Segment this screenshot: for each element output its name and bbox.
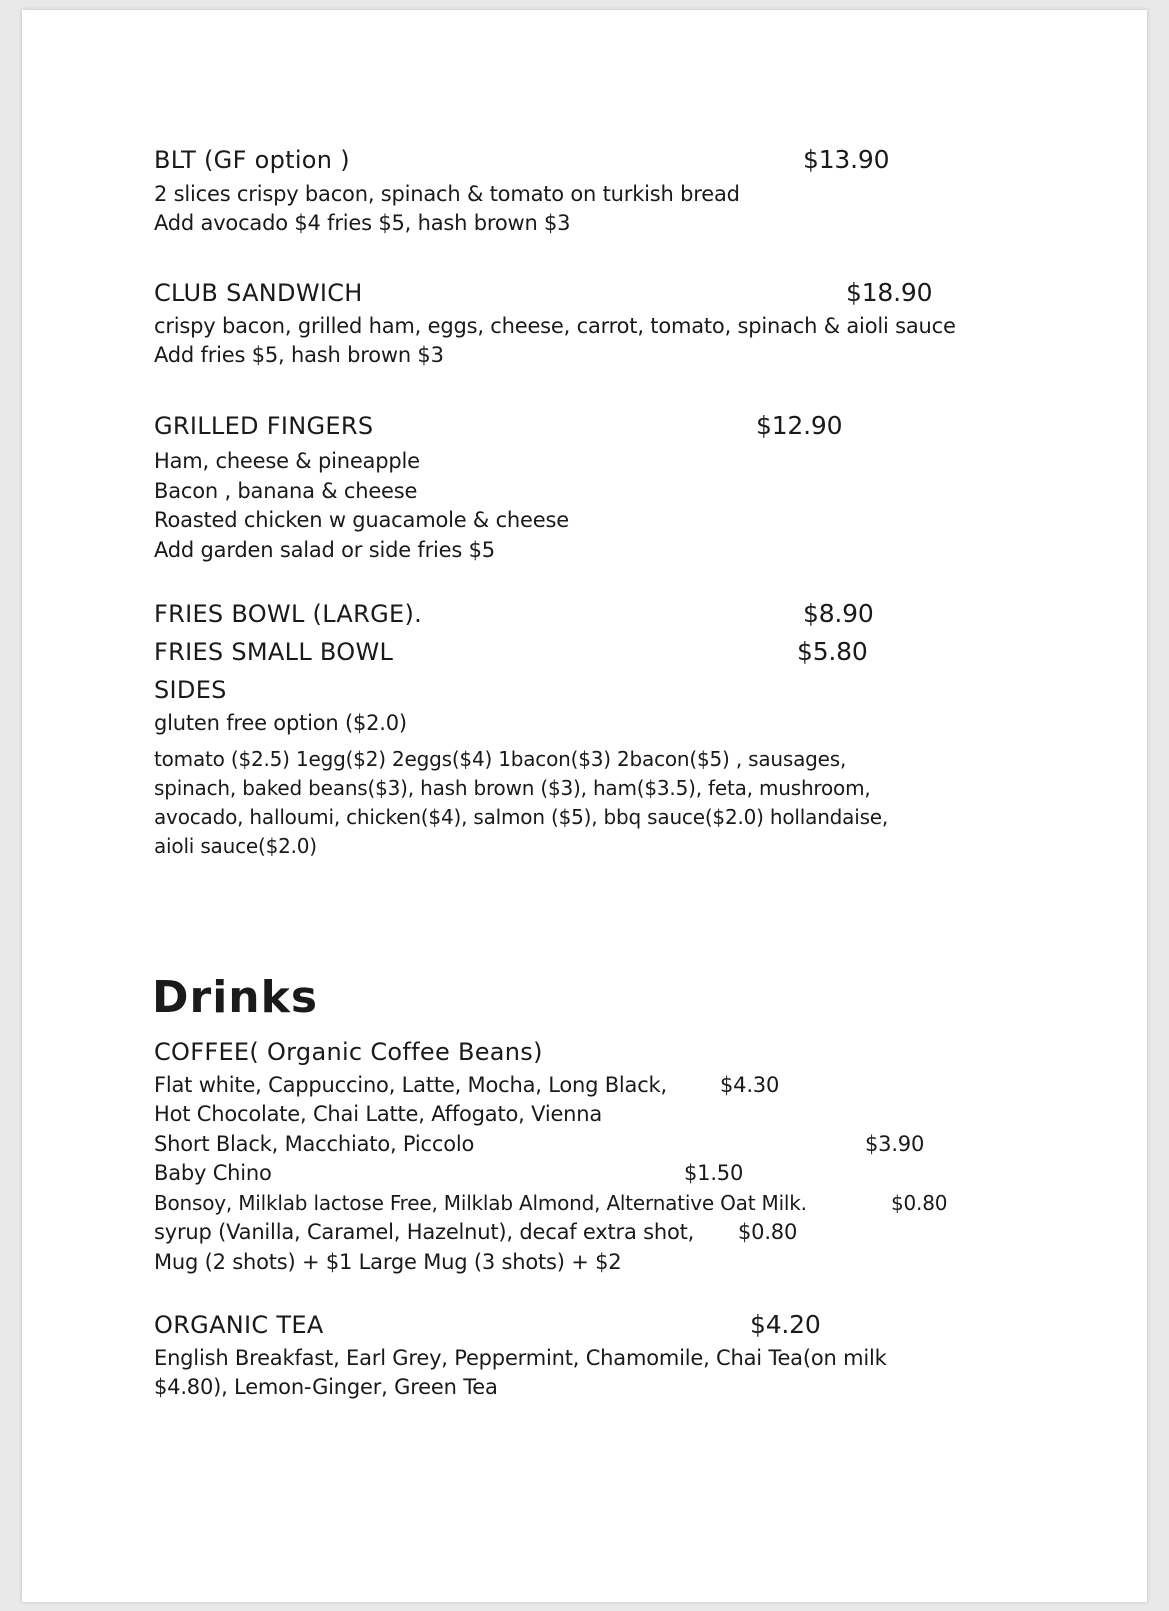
fries-large-price: $8.90 bbox=[803, 599, 874, 628]
coffee-line: Bonsoy, Milklab lactose Free, Milklab Almond, Alternative Oat Milk. bbox=[154, 1191, 807, 1215]
tea-heading: ORGANIC TEA bbox=[154, 1311, 324, 1339]
club-name: CLUB SANDWICH bbox=[154, 279, 363, 307]
coffee-heading: COFFEE( Organic Coffee Beans) bbox=[154, 1038, 543, 1066]
fingers-option: Ham, cheese & pineapple bbox=[154, 449, 420, 473]
coffee-price: $0.80 bbox=[738, 1220, 798, 1244]
club-description: crispy bacon, grilled ham, eggs, cheese, carrot, tomato, spinach & aioli sauce bbox=[154, 314, 956, 338]
sides-line: spinach, baked beans($3), hash brown ($3), ham($3.5), feta, mushroom, bbox=[154, 776, 871, 800]
fries-large-name: FRIES BOWL (LARGE). bbox=[154, 600, 423, 628]
fingers-price: $12.90 bbox=[756, 411, 843, 440]
coffee-price: $4.30 bbox=[720, 1073, 780, 1097]
drinks-title: Drinks bbox=[152, 972, 319, 1023]
coffee-line: Baby Chino bbox=[154, 1161, 272, 1185]
coffee-price: $0.80 bbox=[891, 1191, 948, 1215]
fingers-addons: Add garden salad or side fries $5 bbox=[154, 538, 495, 562]
blt-price: $13.90 bbox=[803, 145, 890, 174]
sides-line: aioli sauce($2.0) bbox=[154, 834, 317, 858]
sides-line: avocado, halloumi, chicken($4), salmon ($5), bbq sauce($2.0) hollandaise, bbox=[154, 805, 889, 829]
coffee-line: Short Black, Macchiato, Piccolo bbox=[154, 1132, 475, 1156]
tea-line: English Breakfast, Earl Grey, Peppermint, Chamomile, Chai Tea(on milk bbox=[154, 1346, 887, 1370]
fingers-option: Bacon , banana & cheese bbox=[154, 479, 418, 503]
coffee-price: $3.90 bbox=[865, 1132, 925, 1156]
sides-heading: SIDES bbox=[154, 676, 227, 704]
coffee-line: Mug (2 shots) + $1 Large Mug (3 shots) + $2 bbox=[154, 1250, 622, 1274]
fries-small-name: FRIES SMALL BOWL bbox=[154, 638, 394, 666]
fingers-name: GRILLED FINGERS bbox=[154, 412, 374, 440]
blt-name: BLT (GF option ) bbox=[154, 146, 350, 174]
coffee-line: syrup (Vanilla, Caramel, Hazelnut), decaf extra shot, bbox=[154, 1220, 695, 1244]
blt-addons: Add avocado $4 fries $5, hash brown $3 bbox=[154, 211, 571, 235]
coffee-line: Flat white, Cappuccino, Latte, Mocha, Long Black, bbox=[154, 1073, 667, 1097]
club-addons: Add fries $5, hash brown $3 bbox=[154, 343, 444, 367]
sides-line: tomato ($2.5) 1egg($2) 2eggs($4) 1bacon($3) 2bacon($5) , sausages, bbox=[154, 747, 847, 771]
sides-gluten-free: gluten free option ($2.0) bbox=[154, 711, 407, 735]
fingers-option: Roasted chicken w guacamole & cheese bbox=[154, 508, 569, 532]
coffee-line: Hot Chocolate, Chai Latte, Affogato, Vienna bbox=[154, 1102, 603, 1126]
club-price: $18.90 bbox=[846, 278, 933, 307]
tea-price: $4.20 bbox=[750, 1310, 821, 1339]
coffee-price: $1.50 bbox=[684, 1161, 744, 1185]
fries-small-price: $5.80 bbox=[797, 637, 868, 666]
blt-description: 2 slices crispy bacon, spinach & tomato on turkish bread bbox=[154, 182, 740, 206]
tea-line: $4.80), Lemon-Ginger, Green Tea bbox=[154, 1375, 498, 1399]
